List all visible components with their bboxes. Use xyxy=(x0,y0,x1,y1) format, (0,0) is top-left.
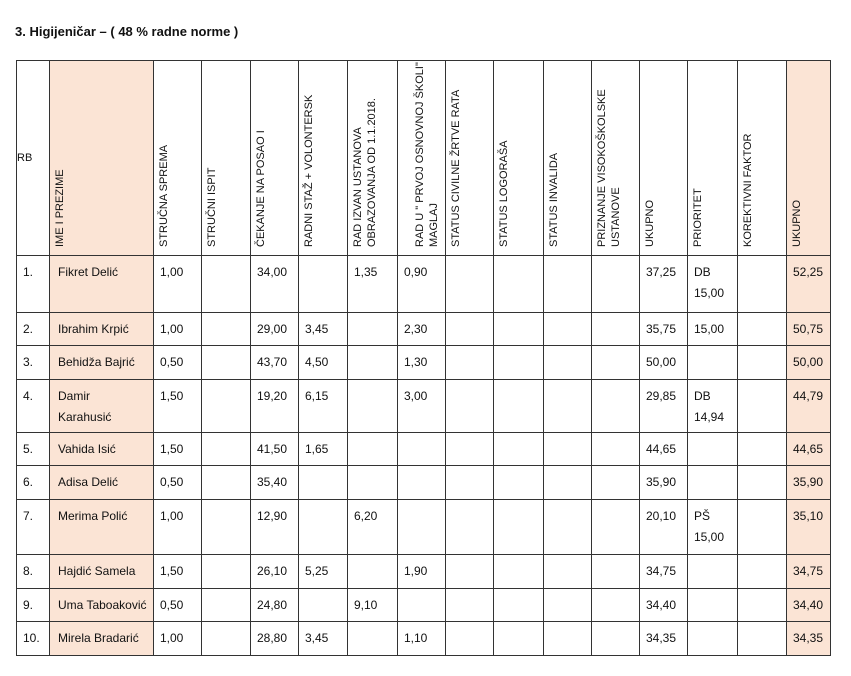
cell-prioritet xyxy=(688,555,738,589)
cell-c4 xyxy=(299,589,348,622)
cell-c3: 43,70 xyxy=(251,346,299,380)
header-prioritet: PRIORITET xyxy=(688,61,738,256)
cell-c1: 1,00 xyxy=(154,313,202,346)
cell-rb: 2. xyxy=(17,313,50,346)
table-row xyxy=(17,380,831,433)
cell-c9 xyxy=(544,466,592,500)
table-row xyxy=(17,433,831,466)
cell-ukupno: 34,75 xyxy=(787,555,831,589)
cell-rb: 7. xyxy=(17,500,50,555)
cell-c10 xyxy=(592,555,640,589)
cell-c5 xyxy=(348,380,398,433)
cell-rb: 4. xyxy=(17,380,50,433)
cell-c11: 50,00 xyxy=(640,346,688,380)
cell-prioritet: DB 14,94 xyxy=(688,380,738,433)
table-row xyxy=(17,346,831,380)
cell-c3: 41,50 xyxy=(251,433,299,466)
cell-name: Mirela Bradarić xyxy=(50,622,154,656)
ranking-table xyxy=(16,60,831,656)
cell-c5 xyxy=(348,466,398,500)
table-row xyxy=(17,555,831,589)
cell-c7 xyxy=(446,622,494,656)
table-body xyxy=(17,256,831,656)
header-priznanje: PRIZNANJE VISOKOŠKOLSKE USTANOVE xyxy=(592,61,640,256)
cell-ukupno: 50,00 xyxy=(787,346,831,380)
cell-c6 xyxy=(398,466,446,500)
cell-c10 xyxy=(592,256,640,313)
cell-c11: 20,10 xyxy=(640,500,688,555)
cell-c10 xyxy=(592,433,640,466)
cell-c1: 0,50 xyxy=(154,346,202,380)
cell-ukupno: 52,25 xyxy=(787,256,831,313)
cell-c10 xyxy=(592,589,640,622)
cell-c7 xyxy=(446,466,494,500)
cell-prioritet xyxy=(688,589,738,622)
cell-c2 xyxy=(202,500,251,555)
cell-ukupno: 34,35 xyxy=(787,622,831,656)
cell-c3: 19,20 xyxy=(251,380,299,433)
cell-c7 xyxy=(446,380,494,433)
cell-c4: 6,15 xyxy=(299,380,348,433)
cell-c2 xyxy=(202,622,251,656)
cell-c8 xyxy=(494,313,544,346)
cell-c6: 1,10 xyxy=(398,622,446,656)
cell-prioritet: PŠ 15,00 xyxy=(688,500,738,555)
cell-korektivni xyxy=(738,313,787,346)
cell-c1: 1,50 xyxy=(154,433,202,466)
cell-c10 xyxy=(592,500,640,555)
cell-c8 xyxy=(494,346,544,380)
cell-c9 xyxy=(544,256,592,313)
cell-c11: 29,85 xyxy=(640,380,688,433)
table-row xyxy=(17,622,831,656)
cell-name: Hajdić Samela xyxy=(50,555,154,589)
cell-c6: 1,90 xyxy=(398,555,446,589)
cell-c4: 5,25 xyxy=(299,555,348,589)
cell-prioritet xyxy=(688,466,738,500)
header-logorasa: STATUS LOGORAŠA xyxy=(494,61,544,256)
header-rad-u-skoli: RAD U " PRVOJ OSNOVNOJ ŠKOLI" MAGLAJ xyxy=(398,61,446,256)
cell-name: Fikret Delić xyxy=(50,256,154,313)
header-korektivni: KOREKTIVNI FAKTOR xyxy=(738,61,787,256)
cell-c7 xyxy=(446,256,494,313)
cell-ukupno: 34,40 xyxy=(787,589,831,622)
cell-korektivni xyxy=(738,500,787,555)
header-ukupno-2: UKUPNO xyxy=(787,61,831,256)
header-invalida: STATUS INVALIDA xyxy=(544,61,592,256)
cell-korektivni xyxy=(738,466,787,500)
cell-korektivni xyxy=(738,433,787,466)
cell-name: Uma Taboaković xyxy=(50,589,154,622)
header-rad-izvan: RAD IZVAN USTANOVA OBRAZOVANJA OD 1.1.2018. xyxy=(348,61,398,256)
cell-rb: 3. xyxy=(17,346,50,380)
cell-prioritet xyxy=(688,433,738,466)
cell-c9 xyxy=(544,313,592,346)
cell-korektivni xyxy=(738,589,787,622)
cell-korektivni xyxy=(738,555,787,589)
cell-c4 xyxy=(299,256,348,313)
cell-c11: 37,25 xyxy=(640,256,688,313)
cell-name: Ibrahim Krpić xyxy=(50,313,154,346)
header-strucna-sprema: STRUČNA SPREMA xyxy=(154,61,202,256)
cell-c6: 0,90 xyxy=(398,256,446,313)
cell-c2 xyxy=(202,380,251,433)
cell-c10 xyxy=(592,622,640,656)
table-row xyxy=(17,466,831,500)
header-row xyxy=(17,61,831,256)
cell-c3: 24,80 xyxy=(251,589,299,622)
cell-c5: 9,10 xyxy=(348,589,398,622)
table-row xyxy=(17,589,831,622)
cell-c1: 1,00 xyxy=(154,622,202,656)
cell-c2 xyxy=(202,256,251,313)
cell-c7 xyxy=(446,313,494,346)
cell-c4 xyxy=(299,466,348,500)
cell-c2 xyxy=(202,433,251,466)
cell-c7 xyxy=(446,433,494,466)
cell-c2 xyxy=(202,313,251,346)
cell-name: Vahida Isić xyxy=(50,433,154,466)
cell-c4 xyxy=(299,500,348,555)
cell-rb: 6. xyxy=(17,466,50,500)
cell-c11: 44,65 xyxy=(640,433,688,466)
cell-c4: 1,65 xyxy=(299,433,348,466)
cell-c11: 34,40 xyxy=(640,589,688,622)
cell-c5: 1,35 xyxy=(348,256,398,313)
cell-korektivni xyxy=(738,256,787,313)
cell-c9 xyxy=(544,346,592,380)
cell-c10 xyxy=(592,466,640,500)
cell-name: Damir Karahusić xyxy=(50,380,154,433)
cell-c5: 6,20 xyxy=(348,500,398,555)
cell-c8 xyxy=(494,555,544,589)
cell-rb: 5. xyxy=(17,433,50,466)
cell-c8 xyxy=(494,380,544,433)
cell-c5 xyxy=(348,346,398,380)
cell-rb: 10. xyxy=(17,622,50,656)
cell-c5 xyxy=(348,313,398,346)
header-strucni-ispit: STRUČNI ISPIT xyxy=(202,61,251,256)
cell-c1: 1,00 xyxy=(154,500,202,555)
cell-c5 xyxy=(348,555,398,589)
cell-c4: 3,45 xyxy=(299,313,348,346)
cell-c8 xyxy=(494,589,544,622)
cell-c8 xyxy=(494,622,544,656)
cell-korektivni xyxy=(738,380,787,433)
table-row xyxy=(17,500,831,555)
cell-c9 xyxy=(544,555,592,589)
cell-prioritet: DB 15,00 xyxy=(688,256,738,313)
cell-name: Behidža Bajrić xyxy=(50,346,154,380)
cell-korektivni xyxy=(738,346,787,380)
cell-c8 xyxy=(494,256,544,313)
cell-c6 xyxy=(398,433,446,466)
cell-c6 xyxy=(398,500,446,555)
cell-c9 xyxy=(544,589,592,622)
cell-c1: 0,50 xyxy=(154,589,202,622)
table-row xyxy=(17,256,831,313)
cell-c3: 26,10 xyxy=(251,555,299,589)
cell-c9 xyxy=(544,433,592,466)
cell-c10 xyxy=(592,380,640,433)
cell-prioritet xyxy=(688,346,738,380)
cell-prioritet: 15,00 xyxy=(688,313,738,346)
cell-c2 xyxy=(202,346,251,380)
cell-prioritet xyxy=(688,622,738,656)
cell-c4: 4,50 xyxy=(299,346,348,380)
cell-c3: 12,90 xyxy=(251,500,299,555)
cell-c11: 34,35 xyxy=(640,622,688,656)
cell-c7 xyxy=(446,555,494,589)
cell-c9 xyxy=(544,500,592,555)
cell-c7 xyxy=(446,346,494,380)
cell-c3: 28,80 xyxy=(251,622,299,656)
cell-rb: 9. xyxy=(17,589,50,622)
cell-c10 xyxy=(592,346,640,380)
cell-ukupno: 44,65 xyxy=(787,433,831,466)
cell-c11: 34,75 xyxy=(640,555,688,589)
cell-c9 xyxy=(544,380,592,433)
page-title: 3. Higijeničar – ( 48 % radne norme ) xyxy=(15,24,239,39)
table-row xyxy=(17,313,831,346)
cell-c1: 1,00 xyxy=(154,256,202,313)
cell-c6: 1,30 xyxy=(398,346,446,380)
cell-c3: 34,00 xyxy=(251,256,299,313)
header-radni-staz: RADNI STAŽ + VOLONTERSK xyxy=(299,61,348,256)
cell-c7 xyxy=(446,500,494,555)
cell-c1: 1,50 xyxy=(154,555,202,589)
cell-c2 xyxy=(202,466,251,500)
cell-ukupno: 35,90 xyxy=(787,466,831,500)
cell-c9 xyxy=(544,622,592,656)
cell-c3: 29,00 xyxy=(251,313,299,346)
cell-c11: 35,75 xyxy=(640,313,688,346)
cell-c2 xyxy=(202,555,251,589)
cell-rb: 8. xyxy=(17,555,50,589)
header-name: IME I PREZIME xyxy=(50,61,154,256)
cell-rb: 1. xyxy=(17,256,50,313)
cell-name: Adisa Delić xyxy=(50,466,154,500)
cell-ukupno: 44,79 xyxy=(787,380,831,433)
cell-c2 xyxy=(202,589,251,622)
cell-c1: 1,50 xyxy=(154,380,202,433)
cell-c3: 35,40 xyxy=(251,466,299,500)
cell-c5 xyxy=(348,622,398,656)
header-rb: RB xyxy=(17,61,50,256)
cell-c6 xyxy=(398,589,446,622)
cell-c6: 3,00 xyxy=(398,380,446,433)
cell-c1: 0,50 xyxy=(154,466,202,500)
header-civilne-zrtve: STATUS CIVILNE ŽRTVE RATA xyxy=(446,61,494,256)
cell-c6: 2,30 xyxy=(398,313,446,346)
cell-name: Merima Polić xyxy=(50,500,154,555)
cell-c8 xyxy=(494,466,544,500)
header-ukupno-1: UKUPNO xyxy=(640,61,688,256)
header-cekanje: ČEKANJE NA POSAO I xyxy=(251,61,299,256)
cell-c7 xyxy=(446,589,494,622)
cell-c4: 3,45 xyxy=(299,622,348,656)
cell-c8 xyxy=(494,433,544,466)
cell-c10 xyxy=(592,313,640,346)
cell-c5 xyxy=(348,433,398,466)
cell-c11: 35,90 xyxy=(640,466,688,500)
cell-ukupno: 35,10 xyxy=(787,500,831,555)
cell-ukupno: 50,75 xyxy=(787,313,831,346)
cell-korektivni xyxy=(738,622,787,656)
cell-c8 xyxy=(494,500,544,555)
